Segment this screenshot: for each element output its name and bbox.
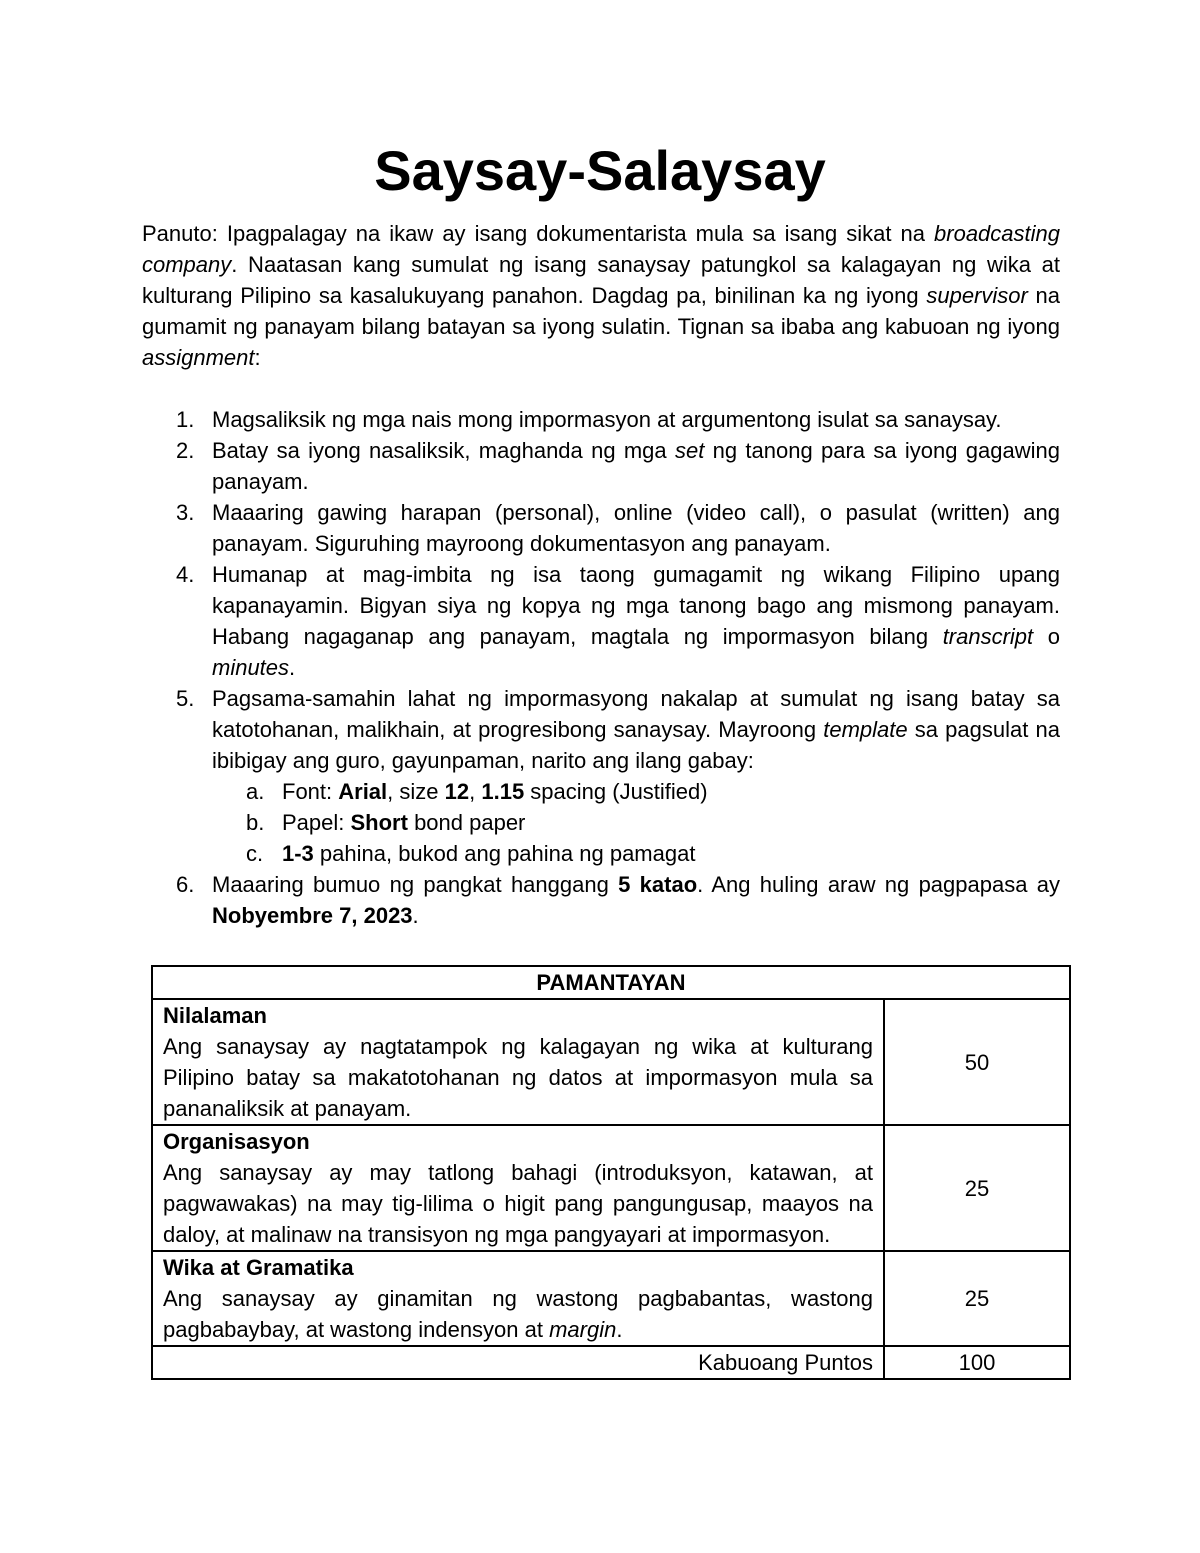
instructions-paragraph <box>142 218 1060 373</box>
criterion-italic-term: margin <box>549 1317 617 1342</box>
steps-list <box>142 404 1060 931</box>
intro-text: : <box>254 345 261 370</box>
step-item <box>142 497 1060 559</box>
step-italic-term: minutes <box>212 655 290 680</box>
step-text: Maaaring bumuo ng pangkat hanggang <box>212 872 619 897</box>
rubric-total-row <box>152 1346 1070 1379</box>
sub-bold: Arial <box>338 779 388 804</box>
criterion-points: 25 <box>884 1251 1070 1346</box>
step-number: 4. <box>176 562 195 587</box>
rubric-row <box>152 1125 1070 1251</box>
intro-italic-term: broadcasting company <box>142 221 1060 277</box>
criterion-cell <box>152 1251 884 1346</box>
step-number: 5. <box>176 686 195 711</box>
criterion-cell <box>152 999 884 1125</box>
step-text: . Ang huling araw ng pagpapasa ay <box>697 872 1060 897</box>
sub-bold: Short <box>350 810 408 835</box>
rubric-row <box>152 1251 1070 1346</box>
step-text: Maaaring gawing harapan (personal), online (video call), o pasulat (written) ang panayam. Siguruhing mayroong dokumentasyon ang panayam. <box>212 500 1060 556</box>
step-italic-term: template <box>823 717 908 742</box>
intro-text: na gumamit ng panayam bilang batayan sa iyong sulatin. Tignan sa ibaba ang kabuoan ng iyong <box>142 283 1060 339</box>
sublist-letter: a. <box>246 779 265 804</box>
sub-text: , <box>469 779 482 804</box>
step-bold: Nobyembre 7, 2023 <box>212 903 413 928</box>
sublist-item <box>212 807 1060 838</box>
sublist-item <box>212 776 1060 807</box>
step-italic-term: transcript <box>942 624 1034 649</box>
sub-text: Papel: <box>282 810 351 835</box>
step-text: Batay sa iyong nasaliksik, maghanda ng mga <box>212 438 675 463</box>
step-item <box>142 435 1060 497</box>
step-text: sa pagsulat na ibibigay ang guro, gayunpaman, narito ang ilang gabay: <box>212 717 1060 773</box>
step-text: Magsaliksik ng mga nais mong impormasyon at argumentong isulat sa sanaysay. <box>212 407 1002 432</box>
intro-text: . Naatasan kang sumulat ng isang sanaysay patungkol sa kalagayan ng wika at kulturang Pilipino sa kasalukuyang panahon. Dagdag pa, binilinan ka ng iyong <box>142 252 1060 308</box>
step-text: o <box>1033 624 1060 649</box>
step-text: ng tanong para sa iyong gagawing panayam. <box>212 438 1060 494</box>
criterion-text: . <box>616 1317 623 1342</box>
sub-text: , size <box>387 779 445 804</box>
sublist-item <box>212 838 1060 869</box>
intro-italic-term: assignment <box>142 345 255 370</box>
step-item <box>142 404 1060 435</box>
rubric-header: PAMANTAYAN <box>152 966 1070 999</box>
step-number: 1. <box>176 407 195 432</box>
sub-text: spacing (Justified) <box>524 779 708 804</box>
total-label: Kabuoang Puntos <box>152 1346 884 1379</box>
criterion-name: Organisasyon <box>163 1129 310 1154</box>
criterion-text: Ang sanaysay ay ginamitan ng wastong pagbabantas, wastong pagbabaybay, at wastong indensyon at <box>163 1286 873 1342</box>
sub-text: pahina, bukod ang pahina ng pamagat <box>313 841 696 866</box>
step-text: Pagsama-samahin lahat ng impormasyong nakalap at sumulat ng isang batay sa katotohanan, malikhain, at progresibong sanaysay. Mayroong <box>212 686 1060 742</box>
intro-text: Panuto: Ipagpalagay na ikaw ay isang dokumentarista mula sa isang sikat na <box>142 221 935 246</box>
sublist-letter: b. <box>246 810 265 835</box>
criterion-points: 25 <box>884 1125 1070 1251</box>
criterion-name: Wika at Gramatika <box>163 1255 354 1280</box>
rubric-header-row <box>152 966 1070 999</box>
step-item <box>142 559 1060 683</box>
total-points: 100 <box>884 1346 1070 1379</box>
criterion-points: 50 <box>884 999 1070 1125</box>
criterion-description <box>163 1283 873 1345</box>
intro-italic-term: supervisor <box>926 283 1028 308</box>
guidelines-sublist <box>212 776 1060 869</box>
step-item <box>142 683 1060 869</box>
criterion-name: Nilalaman <box>163 1003 267 1028</box>
sub-text: Font: <box>282 779 339 804</box>
page-title: Saysay-Salaysay <box>374 139 826 202</box>
criterion-description: Ang sanaysay ay nagtatampok ng kalagayan ng wika at kulturang Pilipino batay sa makatotohanan ng datos at impormasyon mula sa pananaliksik at panayam. <box>163 1034 873 1121</box>
step-number: 3. <box>176 500 195 525</box>
sub-bold: 12 <box>444 779 470 804</box>
rubric-row <box>152 999 1070 1125</box>
step-bold: 5 katao <box>618 872 698 897</box>
step-text: . <box>412 903 419 928</box>
step-number: 2. <box>176 438 195 463</box>
criterion-cell <box>152 1125 884 1251</box>
step-text: Humanap at mag-imbita ng isa taong gumagamit ng wikang Filipino upang kapanayamin. Bigyan siya ng kopya ng mga tanong bago ang mismong panayam. Habang nagaganap ang panayam, magtala ng impormasyon bilang <box>212 562 1060 649</box>
step-item <box>142 869 1060 931</box>
criterion-description: Ang sanaysay ay may tatlong bahagi (introduksyon, katawan, at pagwawakas) na may tig-lilima o higit pang pangungusap, maayos na daloy, at malinaw na transisyon ng mga pangyayari at impormasyon. <box>163 1160 873 1247</box>
sub-bold: 1.15 <box>481 779 525 804</box>
step-italic-term: set <box>674 438 705 463</box>
sublist-letter: c. <box>246 841 264 866</box>
step-text: . <box>289 655 296 680</box>
sub-text: bond paper <box>407 810 526 835</box>
rubric-table <box>151 965 1071 1380</box>
sub-bold: 1-3 <box>282 841 314 866</box>
step-number: 6. <box>176 872 195 897</box>
